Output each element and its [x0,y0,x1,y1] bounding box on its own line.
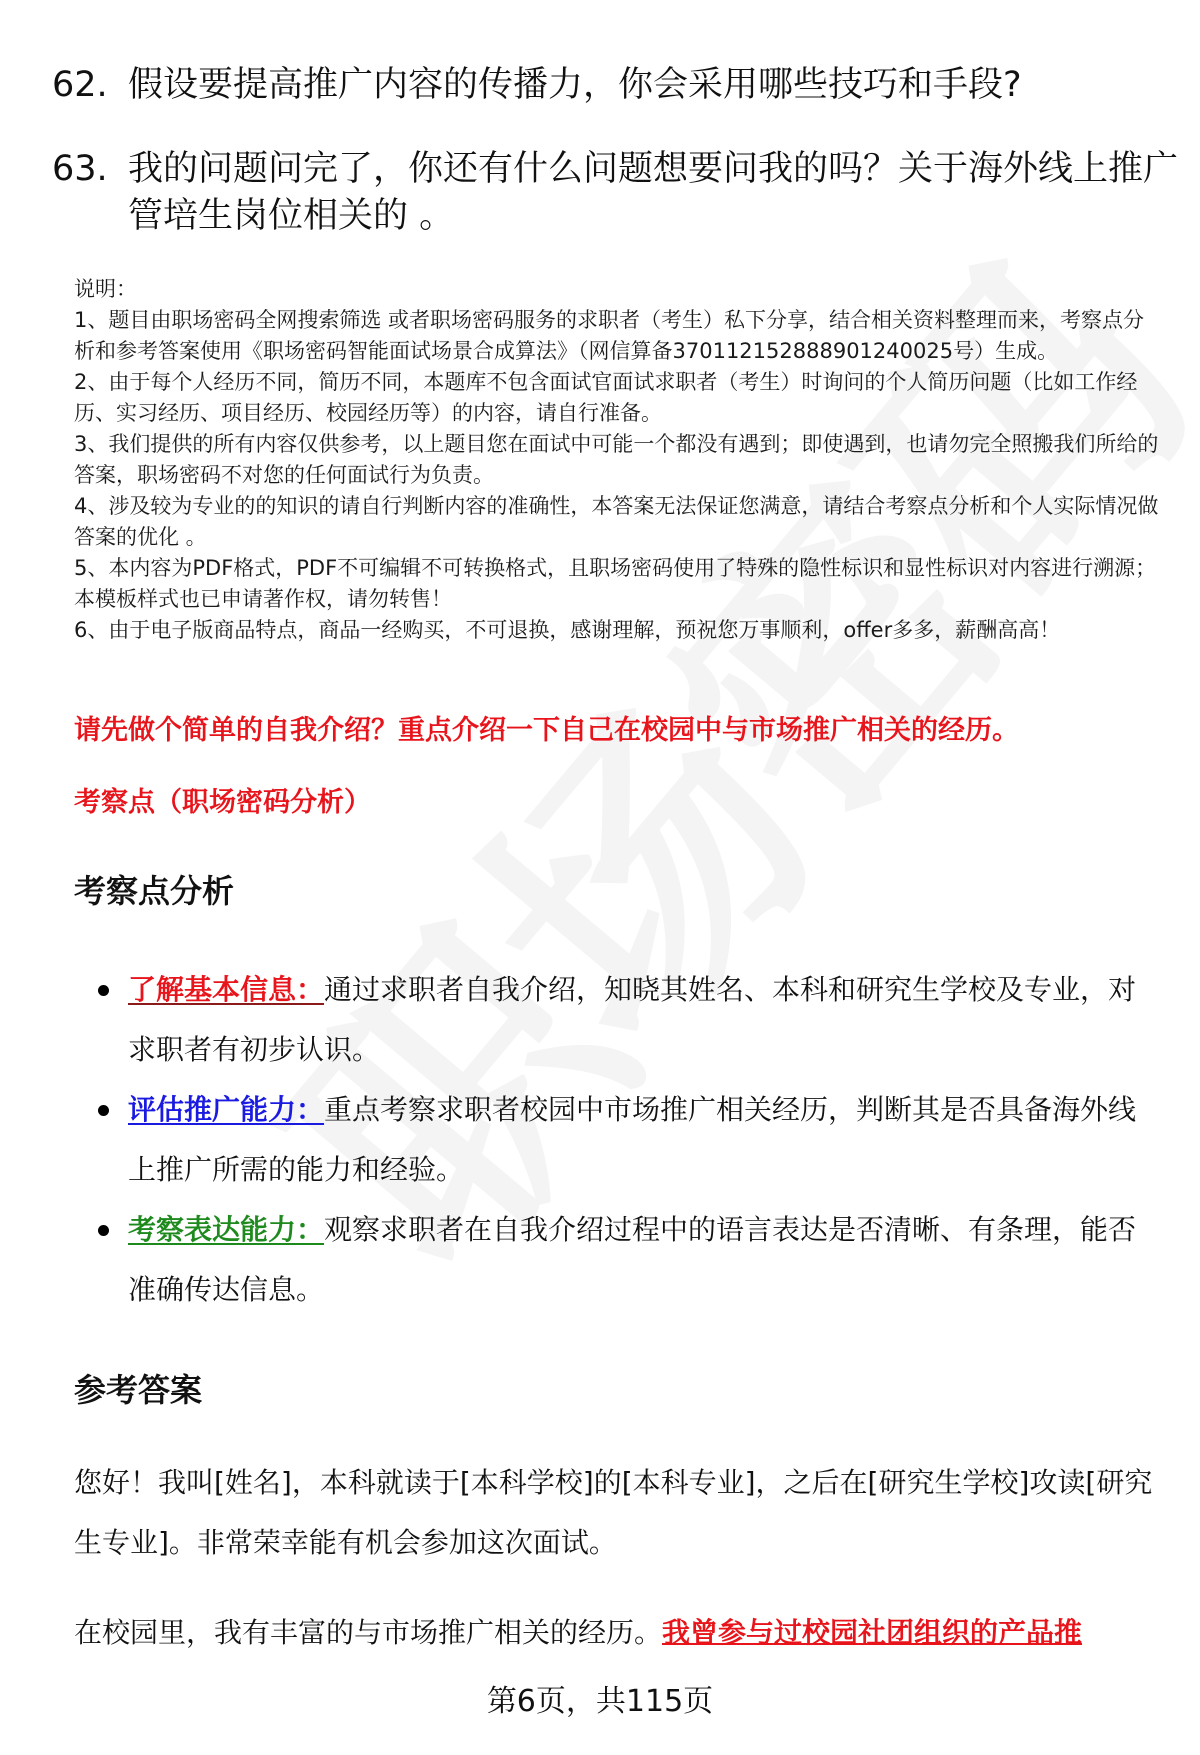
note-item: 2、由于每个人经历不同，简历不同，本题库不包含面试官面试求职者（考生）时询问的个人简历问题（比如工作经历、实习经历、项目经历、校园经历等）的内容，请自行准备。 [74,370,1138,425]
analysis-item-label: 考察表达能力： [128,1213,325,1246]
analysis-item-label: 评估推广能力： [128,1093,325,1126]
answer-text: 在校园里，我有丰富的与市场推广相关的经历。 [74,1616,663,1649]
question-text: 假设要提高推广内容的传播力，你会采用哪些技巧和手段? [128,65,1022,105]
analysis-item-text: 通过求职者自我介绍，知晓其姓名、本科和研究生学校及专业，对求职者有初步认识。 [128,973,1137,1066]
answer-emphasis: 我曾参与过校园社团组织的产品推 [662,1616,1083,1649]
note-item: 6、由于电子版商品特点，商品一经购买，不可退换，感谢理解，预祝您万事顺利，offer多多，薪酬高高！ [74,618,1061,642]
answer-title: 参考答案 [74,1371,203,1409]
page-indicator: 第6页，共115页 [486,1684,714,1719]
note-item: 4、涉及较为专业的的知识的请自行判断内容的准确性，本答案无法保证您满意，请结合考察点分析和个人实际情况做答案的优化 。 [74,494,1159,549]
bullet-icon [98,985,109,996]
bullet-icon [98,1225,109,1236]
analysis-item-label: 了解基本信息： [128,973,325,1006]
analysis-title: 考察点分析 [74,872,235,910]
note-item: 5、本内容为PDF格式，PDF不可编辑不可转换格式，且职场密码使用了特殊的隐性标识和显性标识对内容进行溯源；本模板样式也已申请著作权，请勿转售！ [74,556,1157,611]
analysis-item-text: 观察求职者在自我介绍过程中的语言表达是否清晰、有条理，能否准确传达信息。 [128,1213,1137,1306]
bullet-icon [98,1105,109,1116]
interview-question-heading: 请先做个简单的自我介绍？重点介绍一下自己在校园中与市场推广相关的经历。 [74,715,1019,746]
notes-title: 说明： [74,277,137,301]
note-item: 3、我们提供的所有内容仅供参考，以上题目您在面试中可能一个都没有遇到；即使遇到，也请勿完全照搬我们所给的答案，职场密码不对您的任何面试行为负责。 [74,432,1159,487]
question-number: 62. [52,65,108,105]
analysis-item [96,960,1156,1080]
question-63 [52,146,1198,240]
disclaimer-notes [74,274,1164,646]
analysis-item-text: 重点考察求职者校园中市场推广相关经历，判断其是否具备海外线上推广所需的能力和经验。 [128,1093,1137,1186]
focus-label: 考察点（职场密码分析） [74,787,371,818]
question-text: 我的问题问完了，你还有什么问题想要问我的吗？关于海外线上推广管培生岗位相关的 。 [128,149,1179,236]
question-62 [52,62,1198,109]
answer-paragraph [74,1603,1164,1663]
analysis-item [96,1200,1156,1320]
analysis-list [96,960,1156,1320]
note-item: 1、题目由职场密码全网搜索筛选 或者职场密码服务的求职者（考生）私下分享，结合相关资料整理而来，考察点分析和参考答案使用《职场密码智能面试场景合成算法》（网信算备370112152888901240025号）生成。 [74,308,1145,363]
answer-paragraph: 您好！我叫[姓名]，本科就读于[本科学校]的[本科专业]，之后在[研究生学校]攻读[研究生专业]。非常荣幸能有机会参加这次面试。 [74,1466,1153,1559]
analysis-item [96,1080,1156,1200]
question-number: 63. [52,149,108,189]
